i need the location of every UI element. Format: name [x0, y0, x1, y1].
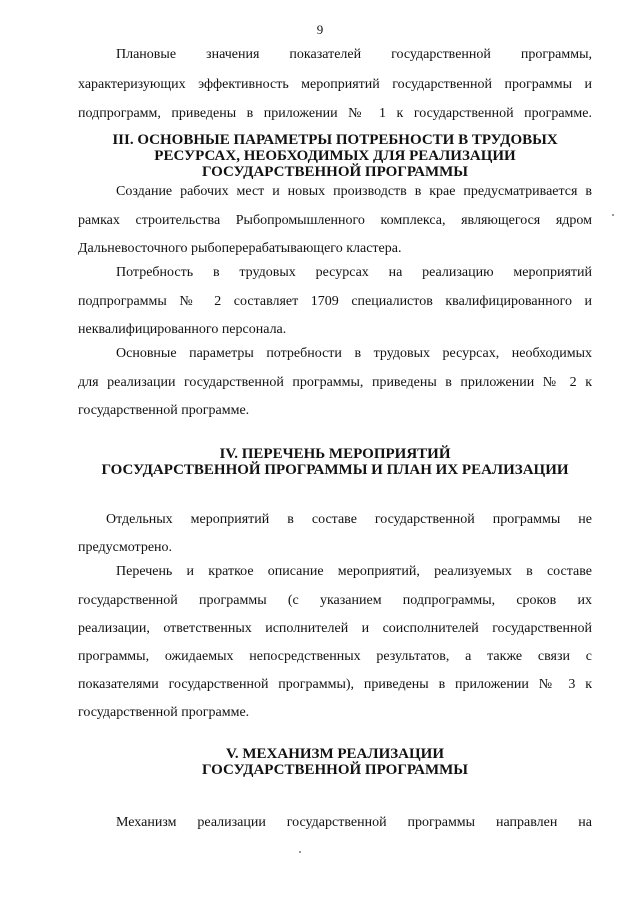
section4-para-b-line-4: программы, ожидаемых непосредственных результатов, а также связи с: [78, 649, 592, 664]
scan-speck: [299, 851, 301, 853]
section4-heading-line-2: ГОСУДАРСТВЕННОЙ ПРОГРАММЫ И ПЛАН ИХ РЕАЛИЗАЦИИ: [101, 462, 569, 478]
section4-para-a-line-2: предусмотрено.: [78, 540, 173, 555]
section3-heading: [78, 132, 592, 180]
section3-para-b-line-3: неквалифицированного персонала.: [78, 322, 287, 337]
section5-heading-line-1: V. МЕХАНИЗМ РЕАЛИЗАЦИИ: [226, 746, 444, 762]
section4-para-b-line-5: показателями государственной программы), приведены в приложении № 3 к: [78, 677, 592, 692]
section5-heading-line-2: ГОСУДАРСТВЕННОЙ ПРОГРАММЫ: [202, 762, 468, 778]
section3-para-c-line-1: Основные параметры потребности в трудовых ресурсах, необходимых: [116, 346, 592, 361]
section3-para-b-line-2: подпрограммы № 2 составляет 1709 специалистов квалифицированного и: [78, 294, 592, 309]
section5-para-a-line-1: Механизм реализации государственной программы направлен на: [116, 815, 592, 830]
section3-heading-line-2: РЕСУРСАХ, НЕОБХОДИМЫХ ДЛЯ РЕАЛИЗАЦИИ: [154, 148, 516, 164]
section4-heading: [78, 446, 592, 478]
section4-para-b-line-1: Перечень и краткое описание мероприятий, реализуемых в составе: [116, 564, 592, 579]
section3-para-a-line-1: Создание рабочих мест и новых производств в крае предусматривается в: [116, 184, 592, 199]
para1-line-3: подпрограмм, приведены в приложении № 1 к государственной программе.: [78, 106, 592, 121]
section3-para-b-line-1: Потребность в трудовых ресурсах на реализацию мероприятий: [116, 265, 592, 280]
section4-para-b-line-2: государственной программы (с указанием подпрограммы, сроков их: [78, 593, 592, 608]
section5-heading: [78, 746, 592, 778]
section4-heading-line-1: IV. ПЕРЕЧЕНЬ МЕРОПРИЯТИЙ: [219, 446, 451, 462]
section4-para-a-line-1: Отдельных мероприятий в составе государственной программы не: [106, 512, 592, 527]
section4-para-b-line-3: реализации, ответственных исполнителей и соисполнителей государственной: [78, 621, 592, 636]
section3-heading-line-3: ГОСУДАРСТВЕННОЙ ПРОГРАММЫ: [202, 164, 468, 180]
section3-para-c-line-3: государственной программе.: [78, 403, 250, 418]
section3-para-a-line-2: рамках строительства Рыбопромышленного комплекса, являющегося ядром: [78, 213, 592, 228]
section3-heading-line-1: III. ОСНОВНЫЕ ПАРАМЕТРЫ ПОТРЕБНОСТИ В ТРУДОВЫХ: [112, 132, 558, 148]
section4-para-b-line-6: государственной программе.: [78, 705, 250, 720]
para1-line-1: Плановые значения показателей государственной программы,: [116, 47, 592, 62]
section3-para-a-line-3: Дальневосточного рыбоперерабатывающего кластера.: [78, 241, 402, 256]
section3-para-c-line-2: для реализации государственной программы, приведены в приложении № 2 к: [78, 375, 592, 390]
page-number: 9: [316, 22, 324, 37]
para1-line-2: характеризующих эффективность мероприятий государственной программы и: [78, 77, 592, 92]
scan-speck: [612, 214, 614, 216]
